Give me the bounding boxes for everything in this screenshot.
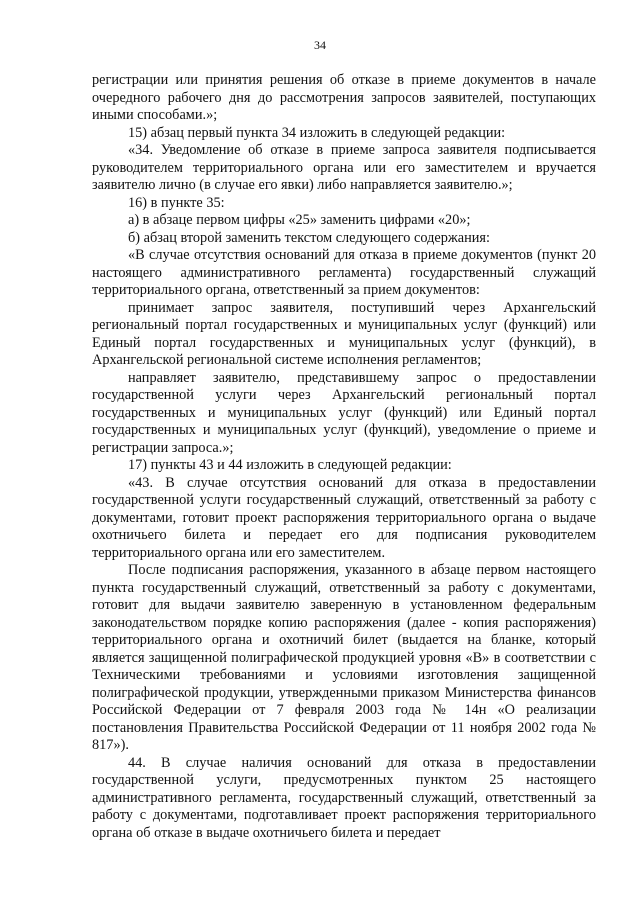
- document-body: [92, 72, 596, 842]
- paragraph-item-15: 15) абзац первый пункта 34 изложить в следующей редакции:: [128, 124, 506, 141]
- paragraph-clause-44: 44. В случае наличия оснований для отказа в предоставлении государственной услуги, предусмотренных пунктом 25 настоящего административного регламента, государственный служащий, ответственный за работу с документами, подготавливает проект распоряжения территориального органа об отказе в выдаче охотничьего билета и передает: [92, 754, 596, 841]
- paragraph-item-16: 16) в пункте 35:: [128, 194, 225, 211]
- paragraph-subitem-b: б) абзац второй заменить текстом следующего содержания:: [128, 229, 490, 246]
- paragraph-sends-notice: направляет заявителю, представившему запрос о предоставлении государственной услуги через Архангельский региональный портал государственных и муниципальных услуг (функций) или Единый портал государственных и муниципальных услуг (функций), уведомление о приеме и регистрации запроса.»;: [92, 369, 596, 456]
- paragraph-clause-34: «34. Уведомление об отказе в приеме запроса заявителя подписывается руководителем территориального органа или его заместителем и вручается заявителю лично (в случае его явки) либо направляется заявителю.»;: [92, 142, 596, 193]
- paragraph-continuation: регистрации или принятия решения об отказе в приеме документов в начале очередного рабочего дня до рассмотрения запросов заявителей, поступающих иными способами.»;: [92, 72, 596, 123]
- paragraph-item-17: 17) пункты 43 и 44 изложить в следующей редакции:: [128, 457, 452, 473]
- page-number: 34: [314, 38, 326, 52]
- paragraph-subitem-a: а) в абзаце первом цифры «25» заменить цифрами «20»;: [128, 212, 471, 228]
- paragraph-clause-43: «43. В случае отсутствия оснований для отказа в предоставлении государственной услуги государственный служащий, ответственный за работу с документами, готовит проект распоряжения территориального органа о выдаче охотничьего билета и передает его для подписания руководителем территориального органа или его заместителем.: [92, 474, 596, 561]
- paragraph-after-signing: После подписания распоряжения, указанного в абзаце первом настоящего пункта государственный служащий, ответственный за работу с документами, готовит для выдачи заявителю заверенную в установленном федеральным законодательством порядке копию распоряжения (далее - копия распоряжения) территориального органа и охотничий билет (выдается на бланке, который является защищенной полиграфической продукцией уровня «В» в соответствии с Техническими требованиями и условиями изготовления защищенной полиграфической продукции, утвержденными приказом Министерства финансов Российской Федерации от 7 февраля 2003 года № 14н «О реализации постановления Правительства Российской Федерации от 11 ноября 2002 года № 817»).: [92, 562, 596, 753]
- paragraph-quoted-text: «В случае отсутствия оснований для отказа в приеме документов (пункт 20 настоящего административного регламента) государственный служащий территориального органа, ответственный за прием документов:: [92, 247, 596, 298]
- paragraph-accepts-request: принимает запрос заявителя, поступивший через Архангельский региональный портал государственных и муниципальных услуг (функций) или Единый портал государственных и муниципальных услуг (функций), в Архангельской региональной системе исполнения регламентов;: [92, 299, 596, 368]
